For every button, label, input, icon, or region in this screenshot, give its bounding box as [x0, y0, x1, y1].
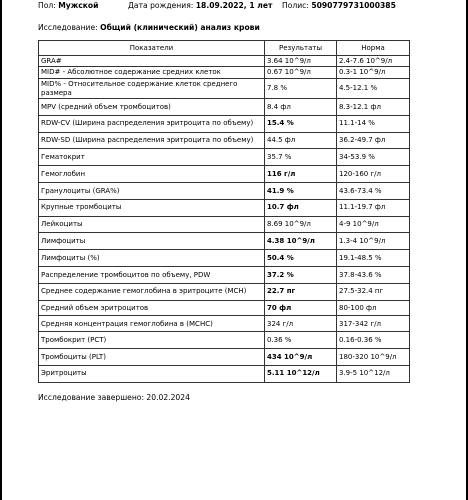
table-row	[39, 182, 410, 199]
table-row	[39, 166, 410, 183]
row-indicator: RDW-SD (Ширина распределения эритроцита по объему)	[39, 132, 265, 149]
row-indicator: Лимфоциты	[39, 233, 265, 250]
row-result: 8.69 10^9/л	[265, 216, 337, 233]
row-norm: 36.2-49.7 фл	[337, 132, 410, 149]
row-result: 41.9 %	[265, 182, 337, 199]
table-row	[39, 283, 410, 300]
row-norm: 0.16-0.36 %	[337, 332, 410, 349]
row-indicator: Крупные тромбоциты	[39, 199, 265, 216]
study-label: Исследование:	[38, 23, 98, 32]
row-indicator: Гематокрит	[39, 149, 265, 166]
dob-label: Дата рождения:	[128, 1, 194, 10]
table-header-row	[39, 41, 410, 56]
header-indicator: Показатели	[39, 41, 265, 56]
table-row	[39, 300, 410, 316]
row-indicator: RDW-CV (Ширина распределения эритроцита по объему)	[39, 115, 265, 132]
left-border	[0, 0, 2, 500]
header-result: Результаты	[265, 41, 337, 56]
row-indicator: GRA#	[39, 56, 265, 67]
row-norm: 19.1-48.5 %	[337, 250, 410, 267]
row-indicator: Тромбоциты (PLT)	[39, 348, 265, 365]
policy-label: Полис:	[282, 1, 309, 10]
table-row	[39, 56, 410, 67]
row-result: 4.38 10^9/л	[265, 233, 337, 250]
row-result: 434 10^9/л	[265, 348, 337, 365]
row-result: 50.4 %	[265, 250, 337, 267]
policy-value: 5090779731000385	[311, 1, 396, 10]
row-norm: 11.1-14 %	[337, 115, 410, 132]
dob-field	[128, 0, 272, 11]
table-row	[39, 79, 410, 99]
row-norm: 3.9-5 10^12/л	[337, 365, 410, 382]
row-result: 0.36 %	[265, 332, 337, 349]
table-row	[39, 332, 410, 349]
row-norm: 80-100 фл	[337, 300, 410, 316]
row-norm: 4.5-12.1 %	[337, 79, 410, 99]
row-norm: 27.5-32.4 пг	[337, 283, 410, 300]
row-norm: 0.3-1 10^9/л	[337, 67, 410, 79]
results-table	[38, 40, 410, 383]
row-result: 7.8 %	[265, 79, 337, 99]
row-indicator: MPV (средний объем тромбоцитов)	[39, 99, 265, 116]
row-norm: 34-53.9 %	[337, 149, 410, 166]
row-norm: 317-342 г/л	[337, 316, 410, 332]
row-result: 44.5 фл	[265, 132, 337, 149]
row-result: 10.7 фл	[265, 199, 337, 216]
header-norm: Норма	[337, 41, 410, 56]
row-indicator: Среднее содержание гемоглобина в эритроците (MCH)	[39, 283, 265, 300]
row-indicator: Эритроциты	[39, 365, 265, 382]
dob-value: 18.09.2022, 1 лет	[195, 1, 273, 10]
row-result: 22.7 пг	[265, 283, 337, 300]
table-row	[39, 250, 410, 267]
table-row	[39, 199, 410, 216]
row-norm: 1.3-4 10^9/л	[337, 233, 410, 250]
row-result: 3.64 10^9/л	[265, 56, 337, 67]
row-norm: 37.8-43.6 %	[337, 266, 410, 283]
table-row	[39, 216, 410, 233]
table-row	[39, 266, 410, 283]
table-row	[39, 67, 410, 79]
row-indicator: Гранулоциты (GRA%)	[39, 182, 265, 199]
row-indicator: Гемоглобин	[39, 166, 265, 183]
row-norm: 8.3-12.1 фл	[337, 99, 410, 116]
policy-field	[282, 0, 396, 11]
row-indicator: MID% - Относительное содержание клеток среднего размера	[39, 79, 265, 99]
row-result: 15.4 %	[265, 115, 337, 132]
sex-label: Пол:	[38, 1, 56, 10]
row-indicator: MID# - Абсолютное содержание средних клеток	[39, 67, 265, 79]
row-norm: 120-160 г/л	[337, 166, 410, 183]
sex-field	[38, 0, 98, 11]
row-result: 324 г/л	[265, 316, 337, 332]
table-row	[39, 365, 410, 382]
study-title	[38, 22, 260, 34]
row-norm: 11.1-19.7 фл	[337, 199, 410, 216]
row-result: 0.67 10^9/л	[265, 67, 337, 79]
row-indicator: Средний объем эритроцитов	[39, 300, 265, 316]
row-indicator: Лимфоциты (%)	[39, 250, 265, 267]
row-indicator: Распределение тромбоцитов по объему, PDW	[39, 266, 265, 283]
row-result: 116 г/л	[265, 166, 337, 183]
row-result: 5.11 10^12/л	[265, 365, 337, 382]
row-norm: 4-9 10^9/л	[337, 216, 410, 233]
table-row	[39, 115, 410, 132]
patient-header	[38, 0, 458, 11]
table-row	[39, 316, 410, 332]
table-row	[39, 348, 410, 365]
row-result: 37.2 %	[265, 266, 337, 283]
table-row	[39, 233, 410, 250]
row-norm: 43.6-73.4 %	[337, 182, 410, 199]
row-indicator: Средняя концентрация гемоглобина в (MCHC)	[39, 316, 265, 332]
row-result: 35.7 %	[265, 149, 337, 166]
row-indicator: Тромбокрит (PCT)	[39, 332, 265, 349]
row-result: 70 фл	[265, 300, 337, 316]
table-row	[39, 149, 410, 166]
study-value: Общий (клинический) анализ крови	[100, 23, 260, 32]
row-indicator: Лейкоциты	[39, 216, 265, 233]
row-result: 8.4 фл	[265, 99, 337, 116]
completion-note: Исследование завершено: 20.02.2024	[38, 393, 190, 402]
sex-value: Мужской	[58, 1, 99, 10]
row-norm: 2.4-7.6 10^9/л	[337, 56, 410, 67]
row-norm: 180-320 10^9/л	[337, 348, 410, 365]
table-row	[39, 99, 410, 116]
table-row	[39, 132, 410, 149]
